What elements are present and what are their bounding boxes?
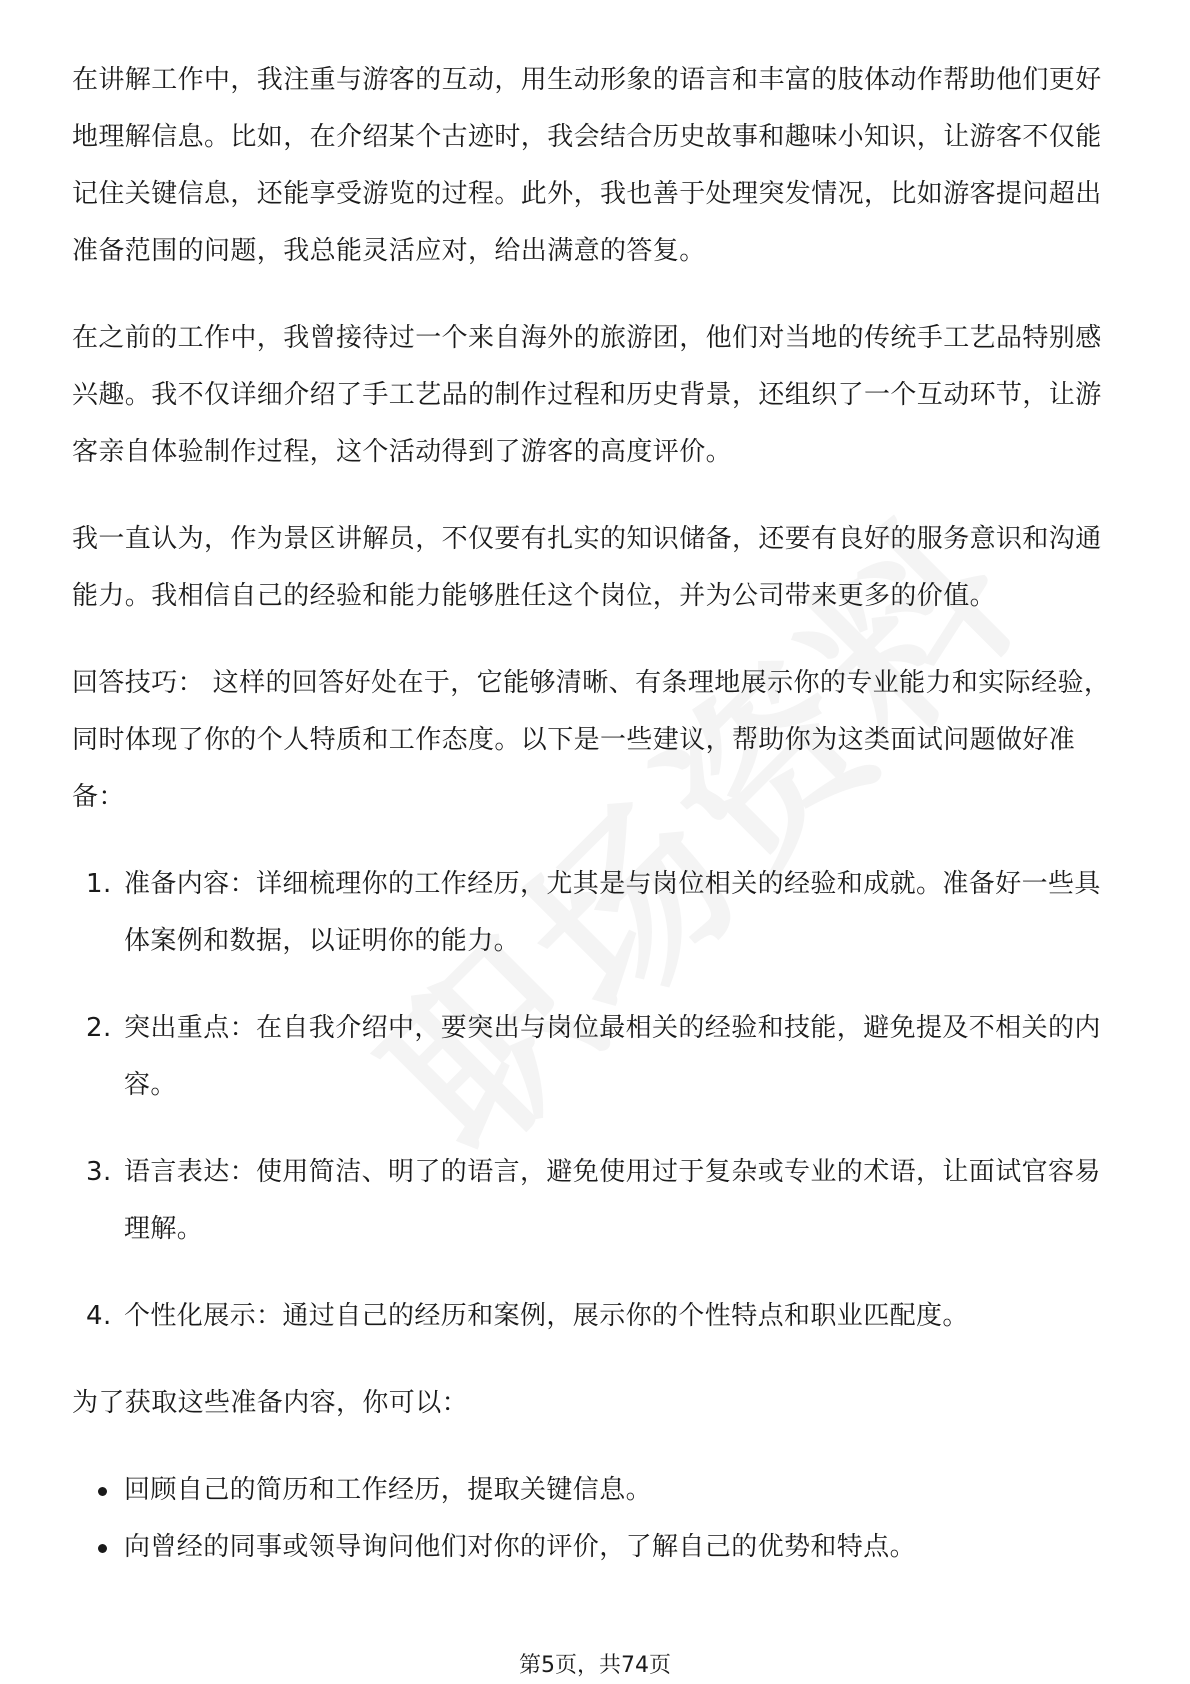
list-item — [72, 856, 1122, 970]
page-number-footer: 第5页，共74页 — [519, 1653, 671, 1678]
list-number: 1. — [86, 869, 112, 899]
paragraph-answer-tips: 回答技巧： 这样的回答好处在于，它能够清晰、有条理地展示你的专业能力和实际经验，同时体现了你的个人特质和工作态度。以下是一些建议，帮助你为这类面试问题做好准备： — [72, 668, 1111, 812]
bullet-text: 回顾自己的简历和工作经历，提取关键信息。 — [124, 1475, 653, 1505]
list-item-text: 语言表达：使用简洁、明了的语言，避免使用过于复杂或专业的术语，让面试官容易理解。 — [124, 1157, 1101, 1244]
document-body — [72, 52, 1122, 1576]
list-number: 2. — [86, 1013, 112, 1043]
bullet-icon — [98, 1487, 107, 1496]
bullet-list — [72, 1462, 1122, 1576]
paragraph-experience: 在之前的工作中，我曾接待过一个来自海外的旅游团，他们对当地的传统手工艺品特别感兴趣。我不仅详细介绍了手工艺品的制作过程和历史背景，还组织了一个互动环节，让游客亲自体验制作过程，这个活动得到了游客的高度评价。 — [72, 323, 1102, 467]
list-item — [72, 1144, 1122, 1258]
bullet-item — [72, 1462, 1122, 1519]
list-item — [72, 1000, 1122, 1114]
list-item-text: 准备内容：详细梳理你的工作经历，尤其是与岗位相关的经验和成就。准备好一些具体案例和数据，以证明你的能力。 — [124, 869, 1101, 956]
bullet-item — [72, 1519, 1122, 1576]
list-number: 4. — [86, 1301, 112, 1331]
list-number: 3. — [86, 1157, 112, 1187]
list-item-text: 个性化展示：通过自己的经历和案例，展示你的个性特点和职业匹配度。 — [124, 1301, 969, 1331]
paragraph-interaction: 在讲解工作中，我注重与游客的互动，用生动形象的语言和丰富的肢体动作帮助他们更好地理解信息。比如，在介绍某个古迹时，我会结合历史故事和趣味小知识，让游客不仅能记住关键信息，还能享受游览的过程。此外，我也善于处理突发情况，比如游客提问超出准备范围的问题，我总能灵活应对，给出满意的答复。 — [72, 65, 1102, 266]
list-item-text: 突出重点：在自我介绍中，要突出与岗位最相关的经验和技能，避免提及不相关的内容。 — [124, 1013, 1101, 1100]
list-item — [72, 1288, 1122, 1345]
paragraph-belief: 我一直认为，作为景区讲解员，不仅要有扎实的知识储备，还要有良好的服务意识和沟通能力。我相信自己的经验和能力能够胜任这个岗位，并为公司带来更多的价值。 — [72, 524, 1102, 611]
paragraph-bullets-intro: 为了获取这些准备内容，你可以： — [72, 1388, 469, 1418]
bullet-text: 向曾经的同事或领导询问他们对你的评价，了解自己的优势和特点。 — [124, 1532, 917, 1562]
bullet-icon — [98, 1544, 107, 1553]
tips-list — [72, 856, 1122, 1345]
